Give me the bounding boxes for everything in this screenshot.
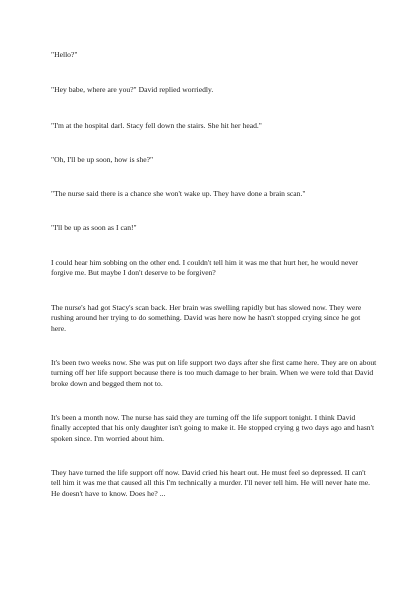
paragraph-sobbing: I could hear him sobbing on the other end. I couldn't tell him it was me that hurt her, he would never forgive me. But maybe I don't deserve to be forgiven? <box>51 258 359 278</box>
paragraph-a-month: It's been a month now. The nurse has said they are turning off the life support tonight. I think David finally accepted that his only daughter isn't going to make it. He stopped crying g two days ago and hasn't spoken since. I'm worried about him. <box>51 413 375 443</box>
paragraph-hello: "Hello?" <box>51 50 78 59</box>
paragraph-scan-back: The nurse's had got Stacy's scan back. Her brain was swelling rapidly but has slowed now. They were rushing around her trying to do something. David was here now he hasn't stopped crying since he got here. <box>51 303 362 333</box>
paragraph-soon-as-i-can: "I'll be up as soon as I can!" <box>51 223 137 232</box>
paragraph-life-support-off: They have turned the life support off now. David cried his heart out. He must feel so depressed. II can't tell him it was me that caused all this I'm technically a murder. I'll never tell him. He will never hate me. He doesn't have to know. Does he? ... <box>51 468 371 498</box>
paragraph-two-weeks: It's been two weeks now. She was put on life support two days after she first came here. They are on about turning off her life support because there is too much damage to her brain. When we were told that David broke down and begged them not to. <box>51 358 377 388</box>
paragraph-brain-scan: "The nurse said there is a chance she won't wake up. They have done a brain scan." <box>51 189 306 198</box>
paragraph-hospital: "I'm at the hospital darl. Stacy fell down the stairs. She hit her head." <box>51 121 262 130</box>
paragraph-david-reply: "Hey babe, where are you?" David replied worriedly. <box>51 85 214 94</box>
paragraph-how-is-she: "Oh, I'll be up soon, how is she?" <box>51 155 154 164</box>
